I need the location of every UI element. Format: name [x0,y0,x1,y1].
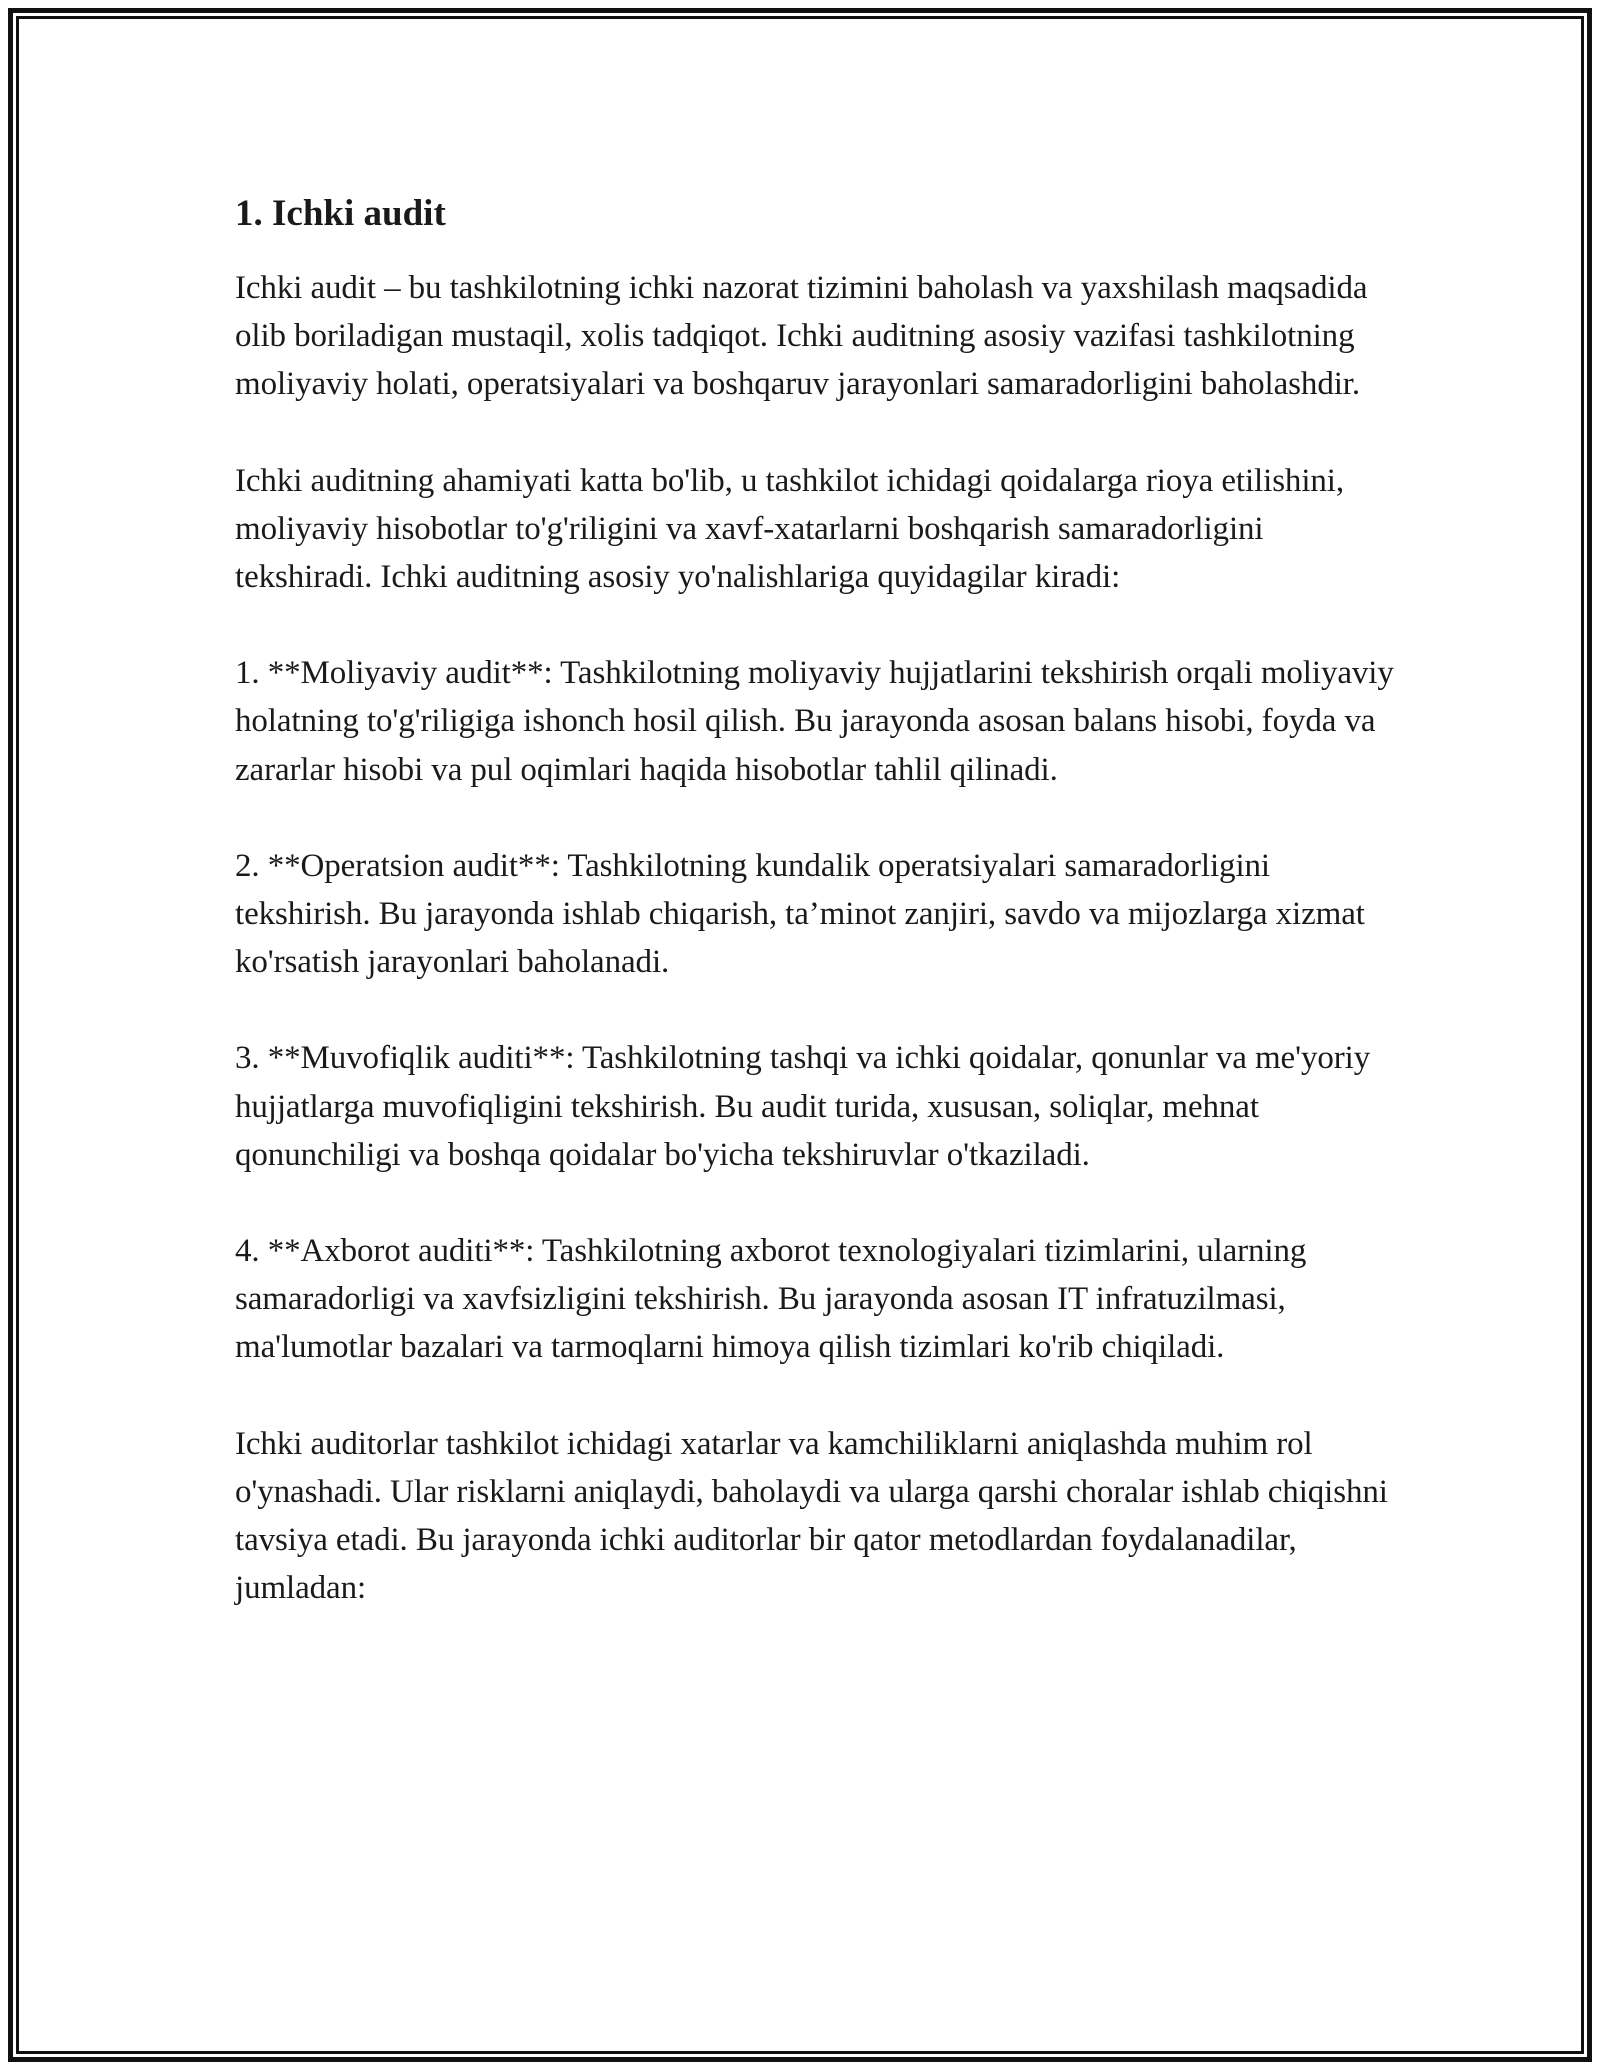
list-item-financial-audit: 1. **Moliyaviy audit**: Tashkilotning moliyaviy hujjatlarini tekshirish orqali moliyaviy holatning to'g'riligiga ishonch hosil qilish. Bu jarayonda asosan balans hisobi, foyda va zararlar hisobi va pul oqimlari haqida hisobotlar tahlil qilinadi. [235,655,1394,788]
paragraph-auditors-role: Ichki auditorlar tashkilot ichidagi xatarlar va kamchiliklarni aniqlashda muhim rol o'ynashadi. Ular risklarni aniqlaydi, baholaydi va ularga qarshi choralar ishlab chiqishni tavsiya etadi. Bu jarayonda ichki auditorlar bir qator metodlardan foydalanadilar, jumladan: [235,1425,1388,1607]
paragraph-importance: Ichki auditning ahamiyati katta bo'lib, u tashkilot ichidagi qoidalarga rioya etilishini, moliyaviy hisobotlar to'g'riligini va xavf-xatarlarni boshqarish samaradorligini tekshiradi. Ichki auditning asosiy yo'nalishlariga quyidagilar kiradi: [235,462,1345,596]
section-heading: 1. Ichki audit [235,193,446,234]
paragraph-intro: Ichki audit – bu tashkilotning ichki nazorat tizimini baholash va yaxshilash maqsadida olib boriladigan mustaqil, xolis tadqiqot. Ichki auditning asosiy vazifasi tashkilotning moliyaviy holati, operatsiyalari va boshqaruv jarayonlari samaradorligini baholashdir. [235,270,1368,403]
list-item-information-audit: 4. **Axborot auditi**: Tashkilotning axborot texnologiyalari tizimlarini, ularning samaradorligi va xavfsizligini tekshirish. Bu jarayonda asosan IT infratuzilmasi, ma'lumotlar bazalari va tarmoqlarni himoya qilish tizimlari ko'rib chiqiladi. [235,1233,1307,1366]
document-page [235,188,1405,1612]
list-item-operational-audit: 2. **Operatsion audit**: Tashkilotning kundalik operatsiyalari samaradorligini tekshirish. Bu jarayonda ishlab chiqarish, ta’minot zanjiri, savdo va mijozlarga xizmat ko'rsatish jarayonlari baholanadi. [235,847,1365,981]
list-item-compliance-audit: 3. **Muvofiqlik auditi**: Tashkilotning tashqi va ichki qoidalar, qonunlar va me'yoriy hujjatlarga muvofiqligini tekshirish. Bu audit turida, xususan, soliqlar, mehnat qonunchiligi va boshqa qoidalar bo'yicha tekshiruvlar o'tkaziladi. [235,1040,1371,1173]
